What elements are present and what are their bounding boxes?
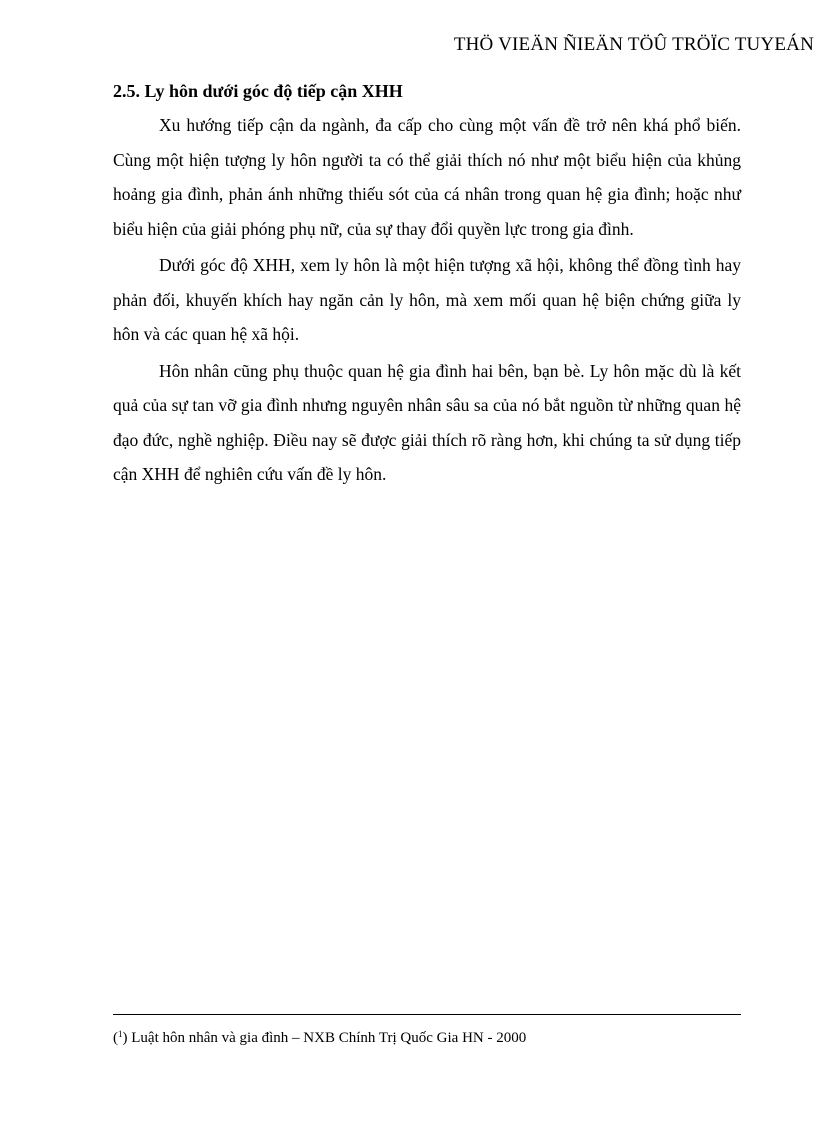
- main-content: [113, 78, 741, 492]
- paragraph-1: Xu hướng tiếp cận da ngành, đa cấp cho cùng một vấn đề trở nên khá phổ biến. Cùng một hiện tượng ly hôn người ta có thể giải thích nó như một biểu hiện của khủng hoảng gia đình, phản ánh những thiếu sót của cá nhân trong quan hệ gia đình; hoặc như biểu hiện của giải phóng phụ nữ, của sự thay đổi quyền lực trong gia đình.: [113, 115, 741, 239]
- section-heading: 2.5. Ly hôn dưới góc độ tiếp cận XHH: [113, 81, 403, 101]
- footnote-marker: 1: [118, 1029, 123, 1039]
- paragraph-3: Hôn nhân cũng phụ thuộc quan hệ gia đình hai bên, bạn bè. Ly hôn mặc dù là kết quả của sự tan vỡ gia đình nhưng nguyên nhân sâu sa của nó bắt nguồn từ những quan hệ đạo đức, nghề nghiệp. Điều nay sẽ được giải thích rõ ràng hơn, khi chúng ta sử dụng tiếp cận XHH để nghiên cứu vấn đề ly hôn.: [113, 360, 741, 484]
- footnote: [113, 1024, 526, 1048]
- footnote-close-paren: ): [122, 1030, 128, 1046]
- paragraph-2: Dưới góc độ XHH, xem ly hôn là một hiện tượng xã hội, không thể đồng tình hay phản đối, khuyến khích hay ngăn cản ly hôn, mà xem mối quan hệ biện chứng giữa ly hôn và các quan hệ xã hội.: [113, 255, 741, 344]
- footnote-open-paren: (: [113, 1030, 118, 1046]
- running-header: THÖ VIEÄN ÑIEÄN TÖÛ TRÖÏC TUYEÁN: [453, 34, 814, 55]
- footnote-divider: [113, 1014, 741, 1015]
- footnote-text: Luật hôn nhân và gia đình – NXB Chính Trị Quốc Gia HN - 2000: [127, 1030, 527, 1046]
